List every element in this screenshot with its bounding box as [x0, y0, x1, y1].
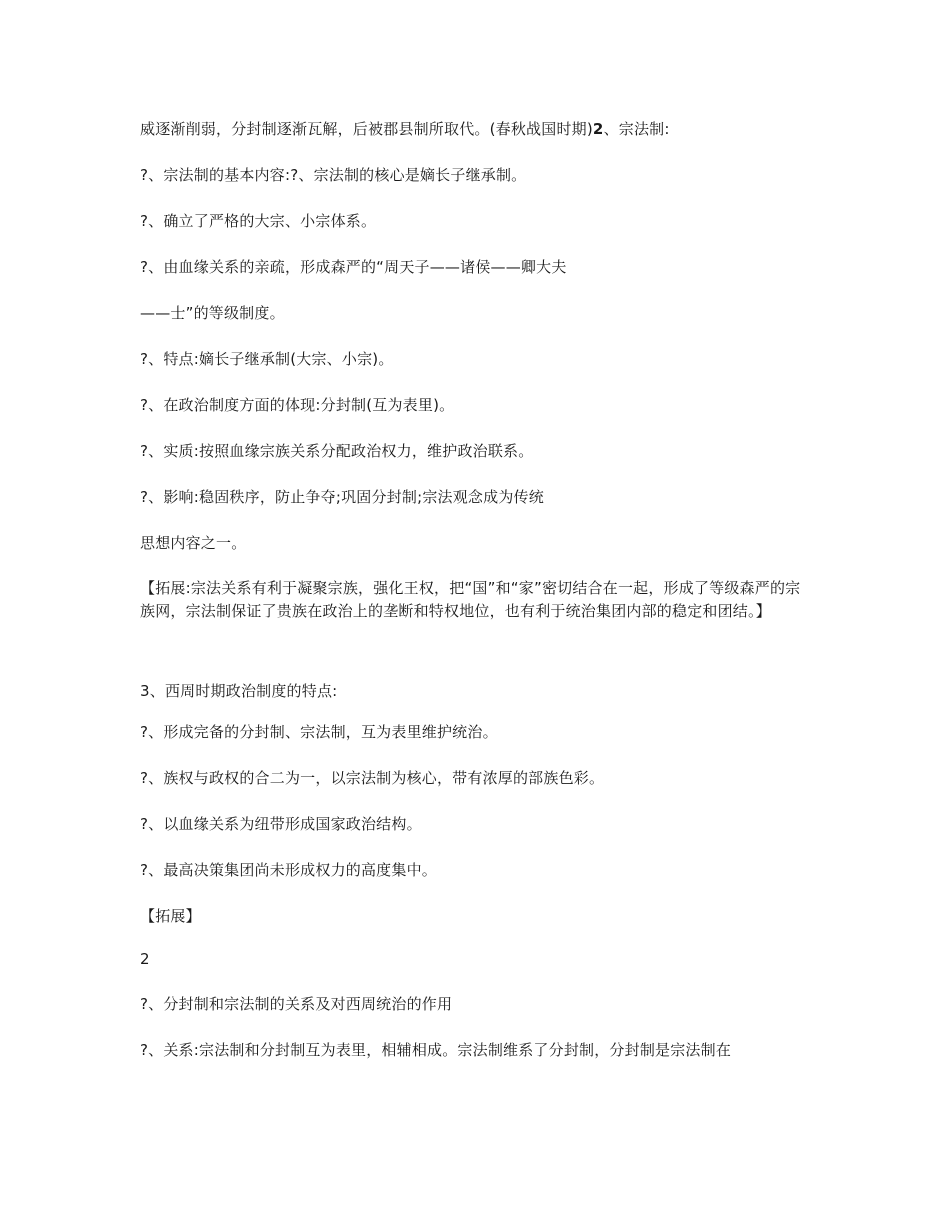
text-line-15: ?、最高决策集团尚未形成权力的高度集中。 [140, 861, 437, 879]
text-line-3: ?、确立了严格的大宗、小宗体系。 [140, 212, 377, 230]
section-number-2: 2 [592, 120, 604, 138]
text-line-4: ?、由血缘关系的亲疏，形成森严的“周天子——诸侯——卿大夫 [140, 258, 567, 276]
section-title-zongfa: 、宗法制: [603, 120, 670, 138]
text-line-1-main: 威逐渐削弱，分封制逐渐瓦解，后被郡县制所取代。(春秋战国时期) [140, 120, 593, 138]
text-line-8: ?、实质:按照血缘宗族关系分配政治权力，维护政治联系。 [140, 442, 534, 460]
text-line-7: ?、在政治制度方面的体现:分封制(互为表里)。 [140, 396, 455, 414]
relationship-paragraph: ?、关系:宗法制和分封制互为表里，相辅相成。宗法制维系了分封制，分封制是宗法制在 [140, 1041, 732, 1059]
page-number: 2 [140, 950, 150, 968]
extension-header: 【拓展】 [140, 907, 201, 925]
text-line-6: ?、特点:嫡长子继承制(大宗、小宗)。 [140, 350, 394, 368]
text-line-13: ?、族权与政权的合二为一，以宗法制为核心，带有浓厚的部族色彩。 [140, 769, 605, 787]
text-line-12: ?、形成完备的分封制、宗法制，互为表里维护统治。 [140, 723, 498, 741]
section-3-title: 3、西周时期政治制度的特点: [140, 682, 338, 700]
text-line-5: ——士”的等级制度。 [140, 304, 285, 322]
text-line-2: ?、宗法制的基本内容:?、宗法制的核心是嫡长子继承制。 [140, 166, 527, 184]
text-line-18: ?、分封制和宗法制的关系及对西周统治的作用 [140, 995, 453, 1013]
text-line-14: ?、以血缘关系为纽带形成国家政治结构。 [140, 815, 422, 833]
text-line-1 [140, 118, 810, 141]
extension-note: 【拓展:宗法关系有利于凝聚宗族，强化王权，把“国”和“家”密切结合在一起，形成了等级森严的宗族网，宗法制保证了贵族在政治上的垄断和特权地位，也有利于统治集团内部的稳定和团结。】 [140, 579, 801, 620]
text-line-10: 思想内容之一。 [140, 534, 247, 552]
text-line-9: ?、影响:稳固秩序，防止争夺;巩固分封制;宗法观念成为传统 [140, 488, 544, 506]
